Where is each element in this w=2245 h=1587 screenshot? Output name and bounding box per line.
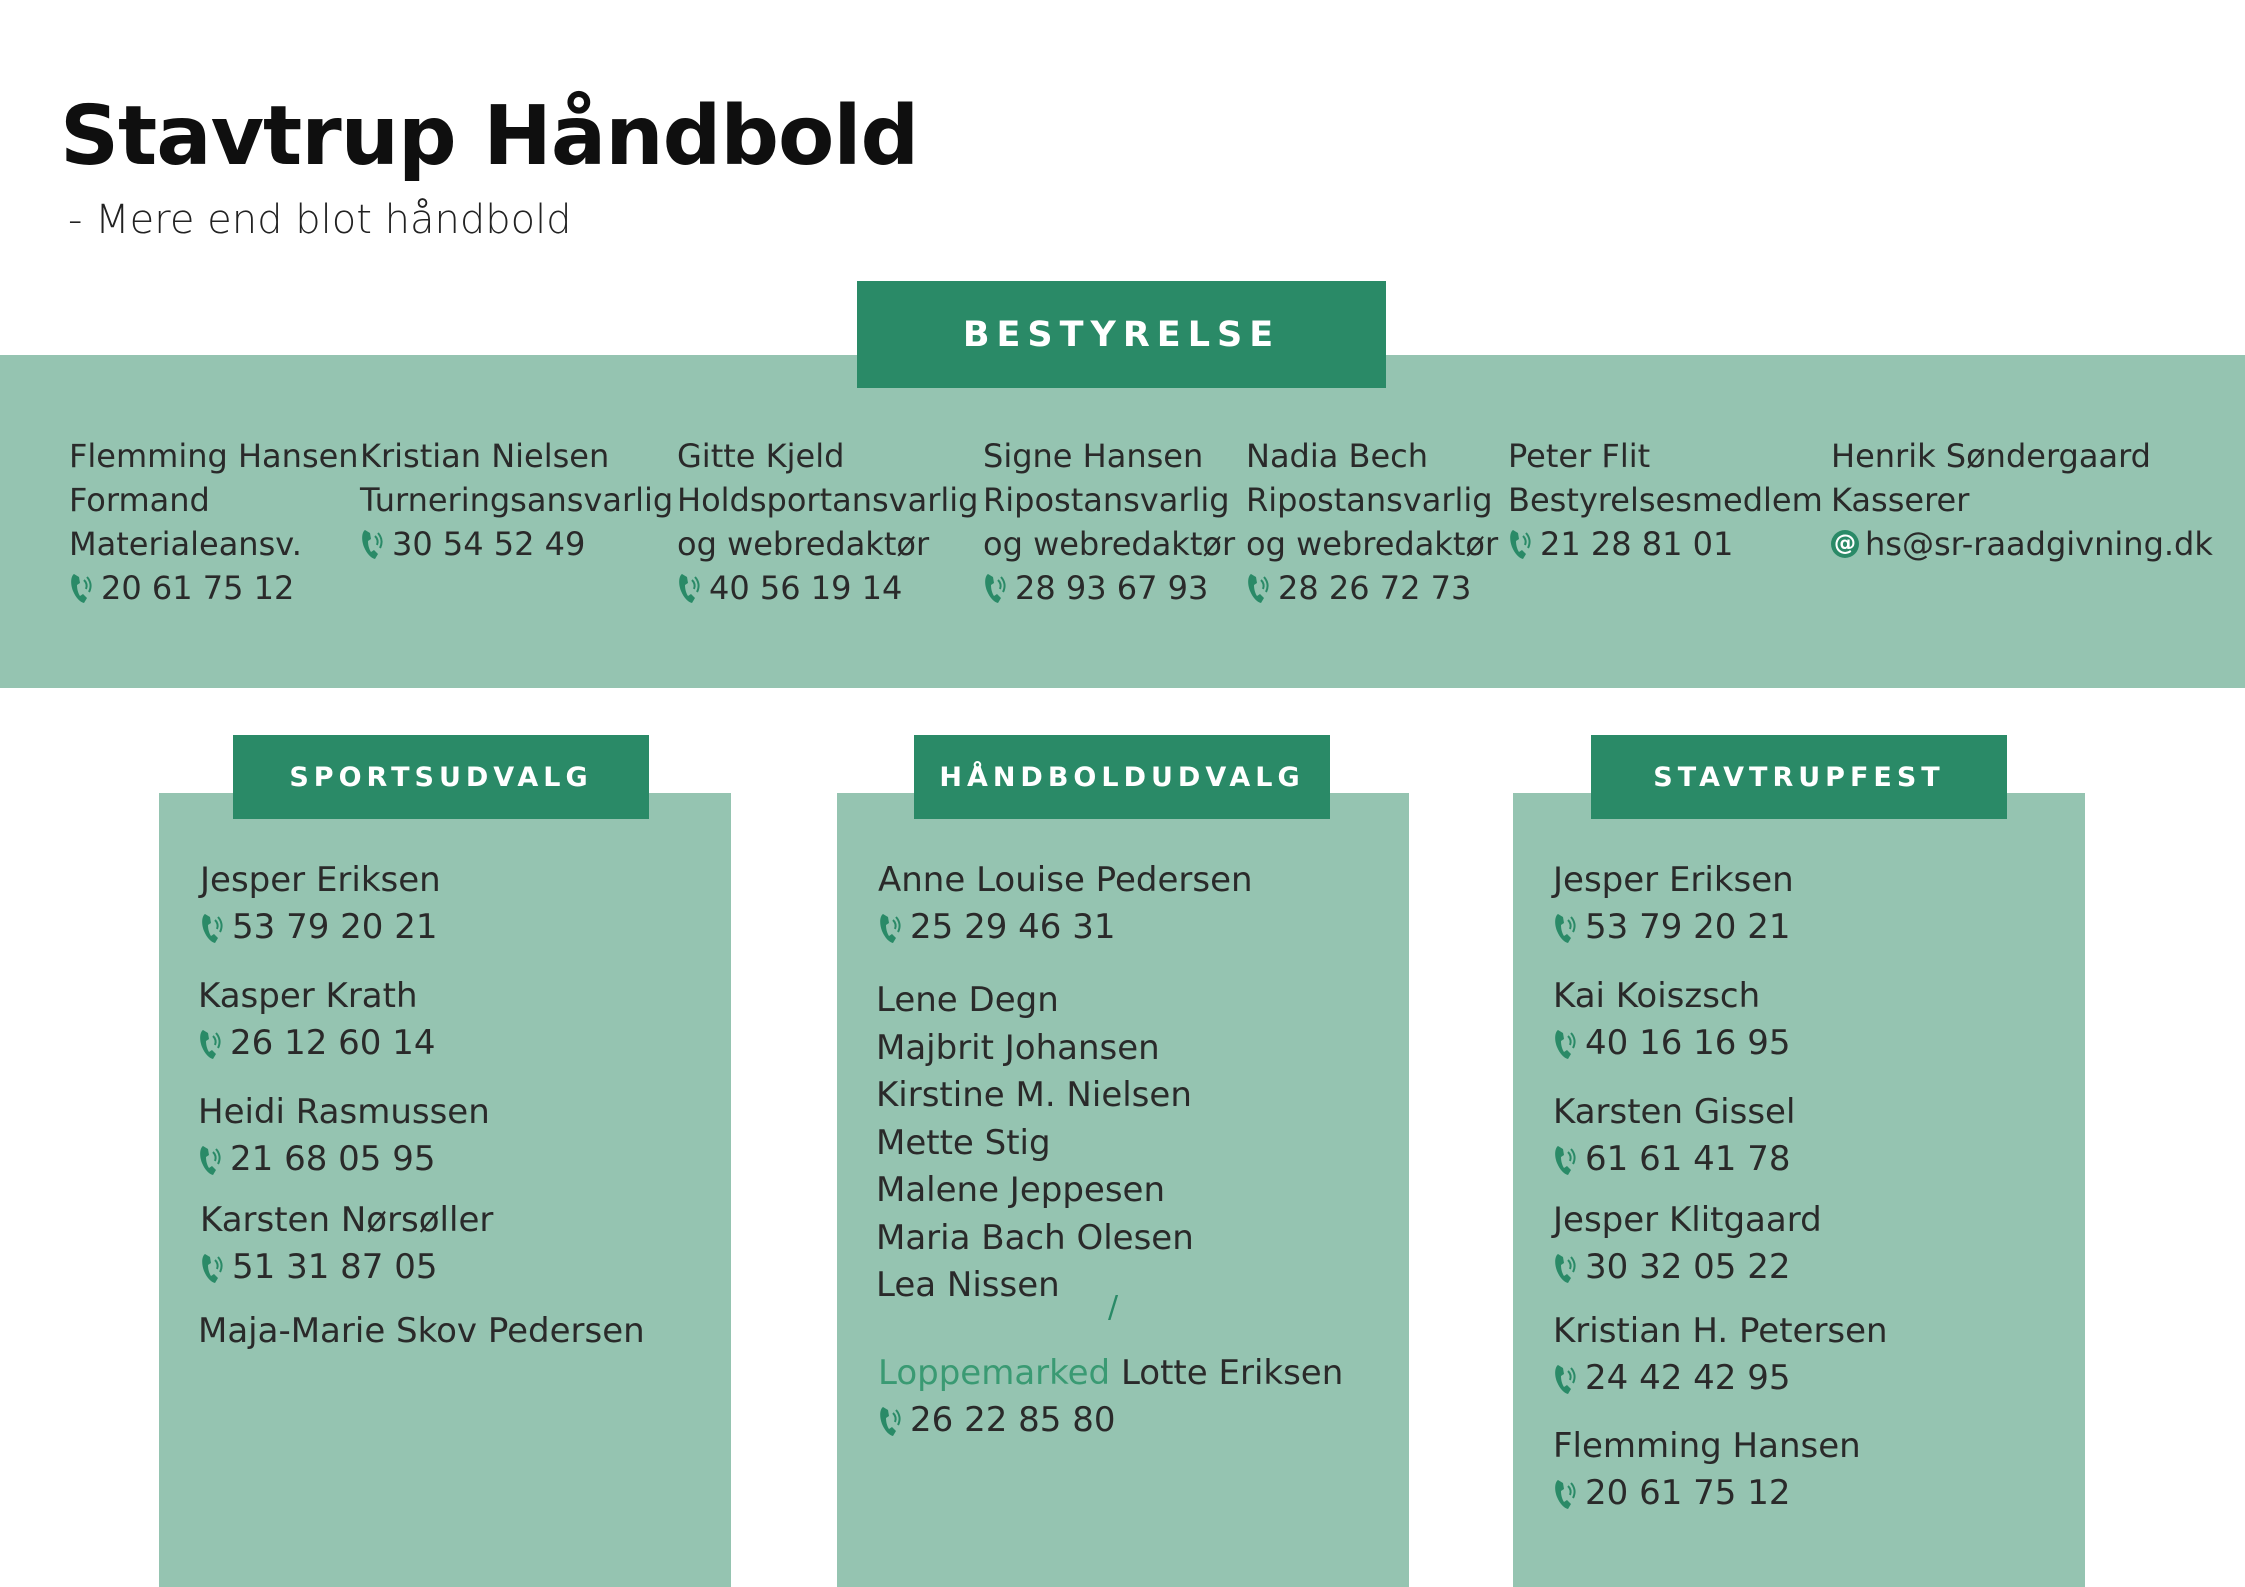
member-role: Ripostansvarlig xyxy=(1246,481,1493,519)
person-phone[interactable]: 53 79 20 21 xyxy=(232,907,438,947)
member-role: Materialeansv. xyxy=(69,525,302,563)
sports-header: SPORTSUDVALG xyxy=(233,735,649,819)
list-item xyxy=(198,1089,490,1183)
member-name: Peter Flit xyxy=(1508,437,1651,475)
member-name: Signe Hansen xyxy=(983,437,1204,475)
list-item xyxy=(1553,857,1794,951)
person-phone[interactable]: 40 16 16 95 xyxy=(1585,1023,1791,1063)
person-name: Heidi Rasmussen xyxy=(198,1092,490,1132)
page-subtitle: - Mere end blot håndbold xyxy=(68,197,572,243)
person-phone[interactable]: 20 61 75 12 xyxy=(1585,1473,1791,1513)
board-member xyxy=(360,434,673,566)
list-item: Lene Degn xyxy=(876,980,1059,1020)
phone-icon xyxy=(1553,1027,1579,1061)
person-name: Jesper Eriksen xyxy=(1553,860,1794,900)
list-item xyxy=(1553,1423,1861,1517)
list-item: Lea Nissen xyxy=(876,1265,1060,1305)
phone-icon xyxy=(1553,1477,1579,1511)
list-item xyxy=(200,857,441,951)
person-name: Kristian H. Petersen xyxy=(1553,1311,1888,1351)
member-name: Flemming Hansen xyxy=(69,437,359,475)
list-item: Mette Stig xyxy=(876,1122,1051,1163)
phone-icon xyxy=(1508,527,1534,561)
phone-icon xyxy=(200,911,226,945)
phone-icon xyxy=(1553,911,1579,945)
phone-icon xyxy=(1246,571,1272,605)
board-member xyxy=(1246,434,1498,610)
member-email[interactable]: hs@sr-raadgivning.dk xyxy=(1865,525,2213,563)
phone-icon xyxy=(677,571,703,605)
member-name: Nadia Bech xyxy=(1246,437,1429,475)
board-header: BESTYRELSE xyxy=(857,281,1386,388)
list-item xyxy=(1553,1308,1888,1402)
member-role: Ripostansvarlig xyxy=(983,481,1230,519)
email-icon: @ xyxy=(1831,530,1859,558)
member-phone[interactable]: 20 61 75 12 xyxy=(101,569,295,607)
phone-icon xyxy=(360,527,386,561)
person-name: Anne Louise Pedersen xyxy=(878,860,1253,900)
member-phone[interactable]: 28 93 67 93 xyxy=(1015,569,1209,607)
page-title: Stavtrup Håndbold xyxy=(60,89,919,184)
list-item: Majbrit Johansen xyxy=(876,1027,1160,1068)
list-item xyxy=(1553,1197,1822,1291)
board-member xyxy=(1831,434,2213,566)
flea-market-label: Loppemarked xyxy=(878,1353,1111,1393)
person-phone[interactable]: 30 32 05 22 xyxy=(1585,1247,1791,1287)
member-role: og webredaktør xyxy=(983,525,1236,563)
list-item: Kirstine M. Nielsen xyxy=(876,1075,1192,1115)
phone-icon xyxy=(1553,1143,1579,1177)
board-member xyxy=(983,434,1235,610)
member-role: Formand xyxy=(69,481,210,519)
member-role: Bestyrelsesmedlem xyxy=(1508,481,1823,519)
person-phone[interactable]: 25 29 46 31 xyxy=(910,907,1116,947)
member-name: Henrik Søndergaard xyxy=(1831,437,2151,475)
member-role: Holdsportansvarlig xyxy=(677,481,979,519)
member-role: og webredaktør xyxy=(1246,525,1499,563)
member-role: og webredaktør xyxy=(677,525,930,563)
person-name: Lotte Eriksen xyxy=(1120,1353,1344,1393)
list-item xyxy=(198,973,435,1067)
list-item: Maria Bach Olesen xyxy=(876,1217,1194,1258)
phone-icon xyxy=(878,1404,904,1438)
list-item xyxy=(200,1197,493,1291)
person-name: Kasper Krath xyxy=(198,976,418,1016)
phone-icon xyxy=(198,1143,224,1177)
list-item xyxy=(1553,973,1790,1067)
member-phone[interactable]: 40 56 19 14 xyxy=(709,569,903,607)
handball-header: HÅNDBOLDUDVALG xyxy=(914,735,1330,819)
member-phone[interactable]: 21 28 81 01 xyxy=(1540,525,1734,563)
list-item xyxy=(878,857,1253,951)
person-phone[interactable]: 53 79 20 21 xyxy=(1585,907,1791,947)
board-member xyxy=(677,434,978,610)
member-list xyxy=(876,977,1194,1310)
person-phone[interactable]: 26 12 60 14 xyxy=(230,1023,436,1063)
person-phone[interactable]: 24 42 42 95 xyxy=(1585,1358,1791,1398)
phone-icon xyxy=(983,571,1009,605)
member-phone[interactable]: 28 26 72 73 xyxy=(1278,569,1472,607)
member-name: Kristian Nielsen xyxy=(360,437,610,475)
member-role: Turneringsansvarlig xyxy=(360,481,674,519)
phone-icon xyxy=(878,911,904,945)
person-name: Karsten Nørsøller xyxy=(200,1200,494,1240)
board-member xyxy=(1508,434,1823,566)
person-name: Maja-Marie Skov Pedersen xyxy=(198,1311,645,1351)
fest-header: STAVTRUPFEST xyxy=(1591,735,2007,819)
member-role: Kasserer xyxy=(1831,481,1970,519)
person-name: Flemming Hansen xyxy=(1553,1426,1861,1466)
phone-icon xyxy=(198,1027,224,1061)
phone-icon xyxy=(1553,1362,1579,1396)
person-name: Jesper Eriksen xyxy=(200,860,441,900)
phone-icon xyxy=(69,571,95,605)
separator-slash: / xyxy=(1108,1290,1119,1325)
member-name: Gitte Kjeld xyxy=(677,437,845,475)
list-item: Malene Jeppesen xyxy=(876,1170,1166,1210)
person-phone[interactable]: 26 22 85 80 xyxy=(910,1400,1116,1440)
list-item xyxy=(198,1308,645,1355)
person-name: Kai Koiszsch xyxy=(1553,976,1761,1016)
list-item xyxy=(878,1350,1343,1444)
person-phone[interactable]: 51 31 87 05 xyxy=(232,1247,438,1287)
board-member xyxy=(69,434,359,610)
member-phone[interactable]: 30 54 52 49 xyxy=(392,525,586,563)
person-phone[interactable]: 61 61 41 78 xyxy=(1585,1139,1791,1179)
list-item xyxy=(1553,1089,1795,1183)
phone-icon xyxy=(200,1251,226,1285)
person-phone[interactable]: 21 68 05 95 xyxy=(230,1139,436,1179)
phone-icon xyxy=(1553,1251,1579,1285)
person-name: Jesper Klitgaard xyxy=(1553,1200,1822,1240)
person-name: Karsten Gissel xyxy=(1553,1092,1796,1132)
